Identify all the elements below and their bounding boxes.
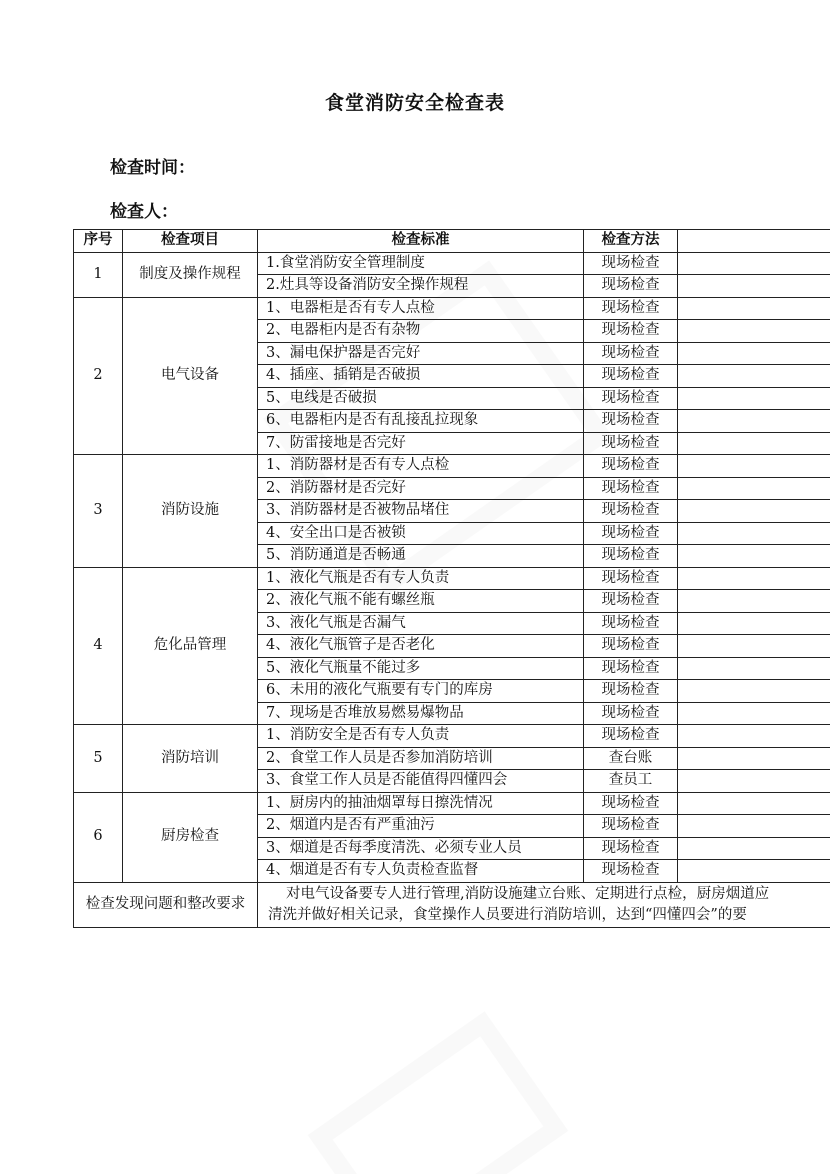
method-cell: 现场检查 (584, 680, 678, 703)
method-cell: 现场检查 (584, 342, 678, 365)
result-cell[interactable] (678, 815, 830, 838)
standard-cell: 1、液化气瓶是否有专人负责 (258, 567, 584, 590)
inspector-label: 检查人： (110, 202, 178, 222)
result-cell[interactable] (678, 320, 830, 343)
standard-cell: 1、厨房内的抽油烟罩每日擦洗情况 (258, 792, 584, 815)
method-cell: 现场检查 (584, 792, 678, 815)
result-cell[interactable] (678, 432, 830, 455)
standard-cell: 4、液化气瓶管子是否老化 (258, 635, 584, 658)
standard-cell: 2.灶具等设备消防安全操作规程 (258, 275, 584, 298)
method-cell: 现场检查 (584, 837, 678, 860)
standard-cell: 2、消防器材是否完好 (258, 477, 584, 500)
standard-cell: 3、液化气瓶是否漏气 (258, 612, 584, 635)
group-item: 危化品管理 (123, 567, 258, 725)
method-cell: 现场检查 (584, 477, 678, 500)
header-standard: 检查标准 (258, 230, 584, 253)
result-cell[interactable] (678, 342, 830, 365)
standard-cell: 5、液化气瓶量不能过多 (258, 657, 584, 680)
summary-line-2: 清洗并做好相关记录，食堂操作人员要进行消防培训，达到“四懂四会”的要 (268, 906, 747, 923)
method-cell: 现场检查 (584, 657, 678, 680)
result-cell[interactable] (678, 680, 830, 703)
standard-cell: 3、食堂工作人员是否能值得四懂四会 (258, 770, 584, 793)
header-method: 检查方法 (584, 230, 678, 253)
result-cell[interactable] (678, 275, 830, 298)
watermark-2 (308, 1011, 569, 1174)
standard-cell: 3、烟道是否每季度清洗、必须专业人员 (258, 837, 584, 860)
result-cell[interactable] (678, 387, 830, 410)
standard-cell: 5、消防通道是否畅通 (258, 545, 584, 568)
method-cell: 现场检查 (584, 725, 678, 748)
group-item: 电气设备 (123, 297, 258, 455)
result-cell[interactable] (678, 522, 830, 545)
method-cell: 现场检查 (584, 365, 678, 388)
header-result (678, 230, 830, 253)
inspection-table (73, 229, 830, 928)
summary-content (258, 882, 830, 927)
method-cell: 现场检查 (584, 635, 678, 658)
standard-cell: 3、漏电保护器是否完好 (258, 342, 584, 365)
header-item: 检查项目 (123, 230, 258, 253)
standard-cell: 7、现场是否堆放易燃易爆物品 (258, 702, 584, 725)
summary-label: 检查发现问题和整改要求 (74, 882, 258, 927)
standard-cell: 4、烟道是否有专人负责检查监督 (258, 860, 584, 883)
standard-cell: 1、消防器材是否有专人点检 (258, 455, 584, 478)
table-header-row (74, 230, 830, 253)
method-cell: 现场检查 (584, 320, 678, 343)
result-cell[interactable] (678, 500, 830, 523)
result-cell[interactable] (678, 567, 830, 590)
table-row (74, 252, 830, 275)
method-cell: 现场检查 (584, 275, 678, 298)
group-index: 3 (74, 455, 123, 568)
method-cell: 现场检查 (584, 522, 678, 545)
result-cell[interactable] (678, 747, 830, 770)
method-cell: 现场检查 (584, 567, 678, 590)
standard-cell: 3、消防器材是否被物品堵住 (258, 500, 584, 523)
result-cell[interactable] (678, 612, 830, 635)
group-index: 2 (74, 297, 123, 455)
group-item: 消防设施 (123, 455, 258, 568)
standard-cell: 1、电器柜是否有专人点检 (258, 297, 584, 320)
table-row (74, 725, 830, 748)
group-item: 厨房检查 (123, 792, 258, 882)
standard-cell: 2、烟道内是否有严重油污 (258, 815, 584, 838)
standard-cell: 1.食堂消防安全管理制度 (258, 252, 584, 275)
result-cell[interactable] (678, 635, 830, 658)
standard-cell: 6、未用的液化气瓶要有专门的库房 (258, 680, 584, 703)
group-index: 6 (74, 792, 123, 882)
result-cell[interactable] (678, 252, 830, 275)
standard-cell: 1、消防安全是否有专人负责 (258, 725, 584, 748)
result-cell[interactable] (678, 297, 830, 320)
standard-cell: 7、防雷接地是否完好 (258, 432, 584, 455)
method-cell: 现场检查 (584, 590, 678, 613)
standard-cell: 2、电器柜内是否有杂物 (258, 320, 584, 343)
table-row (74, 567, 830, 590)
result-cell[interactable] (678, 365, 830, 388)
inspection-table-wrapper (73, 229, 830, 928)
group-index: 4 (74, 567, 123, 725)
method-cell: 现场检查 (584, 387, 678, 410)
result-cell[interactable] (678, 545, 830, 568)
group-item: 制度及操作规程 (123, 252, 258, 297)
table-row (74, 455, 830, 478)
method-cell: 现场检查 (584, 297, 678, 320)
method-cell: 现场检查 (584, 702, 678, 725)
table-row (74, 297, 830, 320)
method-cell: 现场检查 (584, 252, 678, 275)
result-cell[interactable] (678, 770, 830, 793)
standard-cell: 5、电线是否破损 (258, 387, 584, 410)
method-cell: 查台账 (584, 747, 678, 770)
standard-cell: 4、安全出口是否被锁 (258, 522, 584, 545)
standard-cell: 2、液化气瓶不能有螺丝瓶 (258, 590, 584, 613)
result-cell[interactable] (678, 792, 830, 815)
method-cell: 现场检查 (584, 612, 678, 635)
summary-line-1: 对电气设备要专人进行管理,消防设施建立台账、定期进行点检，厨房烟道应 (286, 885, 770, 902)
method-cell: 现场检查 (584, 545, 678, 568)
method-cell: 查员工 (584, 770, 678, 793)
summary-row (74, 882, 830, 927)
standard-cell: 2、食堂工作人员是否参加消防培训 (258, 747, 584, 770)
group-item: 消防培训 (123, 725, 258, 793)
group-index: 1 (74, 252, 123, 297)
check-time-label: 检查时间： (110, 158, 195, 178)
method-cell: 现场检查 (584, 815, 678, 838)
result-cell[interactable] (678, 702, 830, 725)
method-cell: 现场检查 (584, 432, 678, 455)
standard-cell: 4、插座、插销是否破损 (258, 365, 584, 388)
result-cell[interactable] (678, 657, 830, 680)
page-title: 食堂消防安全检查表 (324, 92, 505, 114)
result-cell[interactable] (678, 410, 830, 433)
method-cell: 现场检查 (584, 410, 678, 433)
result-cell[interactable] (678, 860, 830, 883)
result-cell[interactable] (678, 725, 830, 748)
result-cell[interactable] (678, 837, 830, 860)
table-row (74, 792, 830, 815)
result-cell[interactable] (678, 590, 830, 613)
method-cell: 现场检查 (584, 860, 678, 883)
group-index: 5 (74, 725, 123, 793)
header-index: 序号 (74, 230, 123, 253)
result-cell[interactable] (678, 477, 830, 500)
method-cell: 现场检查 (584, 455, 678, 478)
result-cell[interactable] (678, 455, 830, 478)
method-cell: 现场检查 (584, 500, 678, 523)
standard-cell: 6、电器柜内是否有乱接乱拉现象 (258, 410, 584, 433)
